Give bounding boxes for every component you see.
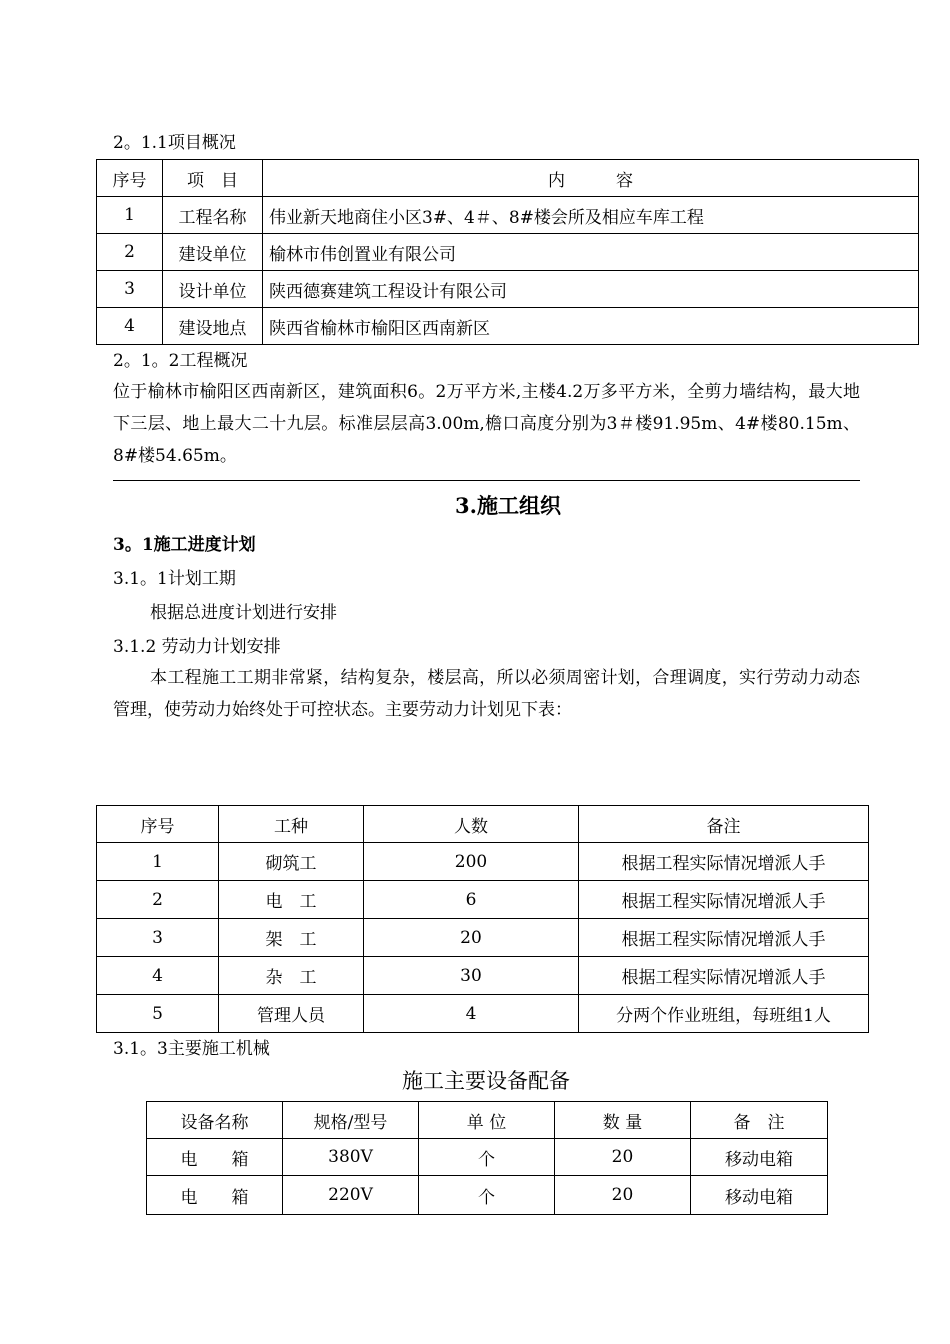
table-row [97,881,869,919]
table-row [97,234,919,271]
table-cell: 2 [97,234,163,271]
table-row [97,843,869,881]
table-cell: 4 [97,308,163,345]
table-cell: 管理人员 [219,995,364,1033]
table-cell: 杂 工 [219,957,364,995]
table-cell: 根据工程实际情况增派人手 [579,919,869,957]
table-cell: 个 [419,1176,555,1215]
labor-paragraph: 本工程施工工期非常紧，结构复杂，楼层高，所以必须周密计划，合理调度，实行劳动力动态管理，使劳动力始终处于可控状态。主要劳动力计划见下表： [113,668,860,720]
table-cell: 1 [97,197,163,234]
table-cell: 6 [364,881,579,919]
header-cell: 单 位 [419,1102,555,1139]
table-cell: 5 [97,995,219,1033]
table-cell: 20 [555,1139,691,1176]
table-cell: 3 [97,919,219,957]
header-cell: 规格/型号 [283,1102,419,1139]
table-row [97,957,869,995]
table-cell: 20 [555,1176,691,1215]
header-cell: 备注 [579,806,869,843]
chapter-title: 3.施工组织 [455,493,561,518]
project-info-table [96,159,919,345]
table-cell: 伟业新天地商住小区3#、4＃、8#楼会所及相应车库工程 [263,197,919,234]
section-3-1-2-heading: 3.1.2 劳动力计划安排 [113,637,281,657]
table-row [97,197,919,234]
table-cell: 根据工程实际情况增派人手 [579,881,869,919]
table-cell: 设计单位 [163,271,263,308]
labor-plan-table [96,805,869,1033]
section-2-1-2-heading: 2。1。2工程概况 [113,351,248,371]
table-cell: 移动电箱 [691,1176,828,1215]
section-3-1-heading: 3。1施工进度计划 [113,535,256,555]
section-divider [113,480,860,481]
table-cell: 分两个作业班组，每班组1人 [579,995,869,1033]
table-cell: 工程名称 [163,197,263,234]
header-cell: 备 注 [691,1102,828,1139]
table-row [97,919,869,957]
table-row [97,995,869,1033]
section-3-1-3-heading: 3.1。3主要施工机械 [113,1039,270,1059]
table-cell: 4 [97,957,219,995]
header-cell: 序号 [97,160,163,197]
table-cell: 移动电箱 [691,1139,828,1176]
header-cell: 数 量 [555,1102,691,1139]
overview-paragraph: 位于榆林市榆阳区西南新区，建筑面积6。2万平方米,主楼4.2万多平方米，全剪力墙结构，最大地下三层、地上最大二十九层。标准层层高3.00m,檐口高度分别为3＃楼91.95m、4#楼80.15m、8#楼54.65m。 [113,382,860,466]
header-cell: 内 容 [263,160,919,197]
schedule-paragraph: 根据总进度计划进行安排 [150,603,337,623]
table-cell: 220V [283,1176,419,1215]
table-row [97,308,919,345]
equipment-table [146,1101,828,1215]
table-cell: 20 [364,919,579,957]
table-cell: 陕西德赛建筑工程设计有限公司 [263,271,919,308]
header-cell: 设备名称 [147,1102,283,1139]
table-cell: 电 箱 [147,1139,283,1176]
table-cell: 架 工 [219,919,364,957]
table-cell: 电 箱 [147,1176,283,1215]
table-cell: 建设地点 [163,308,263,345]
table-cell: 380V [283,1139,419,1176]
table-row [97,271,919,308]
table-cell: 4 [364,995,579,1033]
table-cell: 陕西省榆林市榆阳区西南新区 [263,308,919,345]
table-cell: 电 工 [219,881,364,919]
table-cell: 1 [97,843,219,881]
table-cell: 建设单位 [163,234,263,271]
table-header-row [147,1102,828,1139]
table-cell: 根据工程实际情况增派人手 [579,957,869,995]
header-cell: 序号 [97,806,219,843]
table-cell: 个 [419,1139,555,1176]
section-3-1-1-heading: 3.1。1计划工期 [113,569,236,589]
header-cell: 人数 [364,806,579,843]
equipment-table-title: 施工主要设备配备 [402,1069,570,1093]
table-cell: 榆林市伟创置业有限公司 [263,234,919,271]
header-cell: 项 目 [163,160,263,197]
table-header-row [97,806,869,843]
table-cell: 2 [97,881,219,919]
table-row [147,1176,828,1215]
header-cell: 工种 [219,806,364,843]
table-cell: 砌筑工 [219,843,364,881]
table-cell: 200 [364,843,579,881]
table-cell: 3 [97,271,163,308]
section-2-1-1-heading: 2。1.1项目概况 [113,133,236,153]
table-header-row [97,160,919,197]
table-cell: 根据工程实际情况增派人手 [579,843,869,881]
table-row [147,1139,828,1176]
table-cell: 30 [364,957,579,995]
